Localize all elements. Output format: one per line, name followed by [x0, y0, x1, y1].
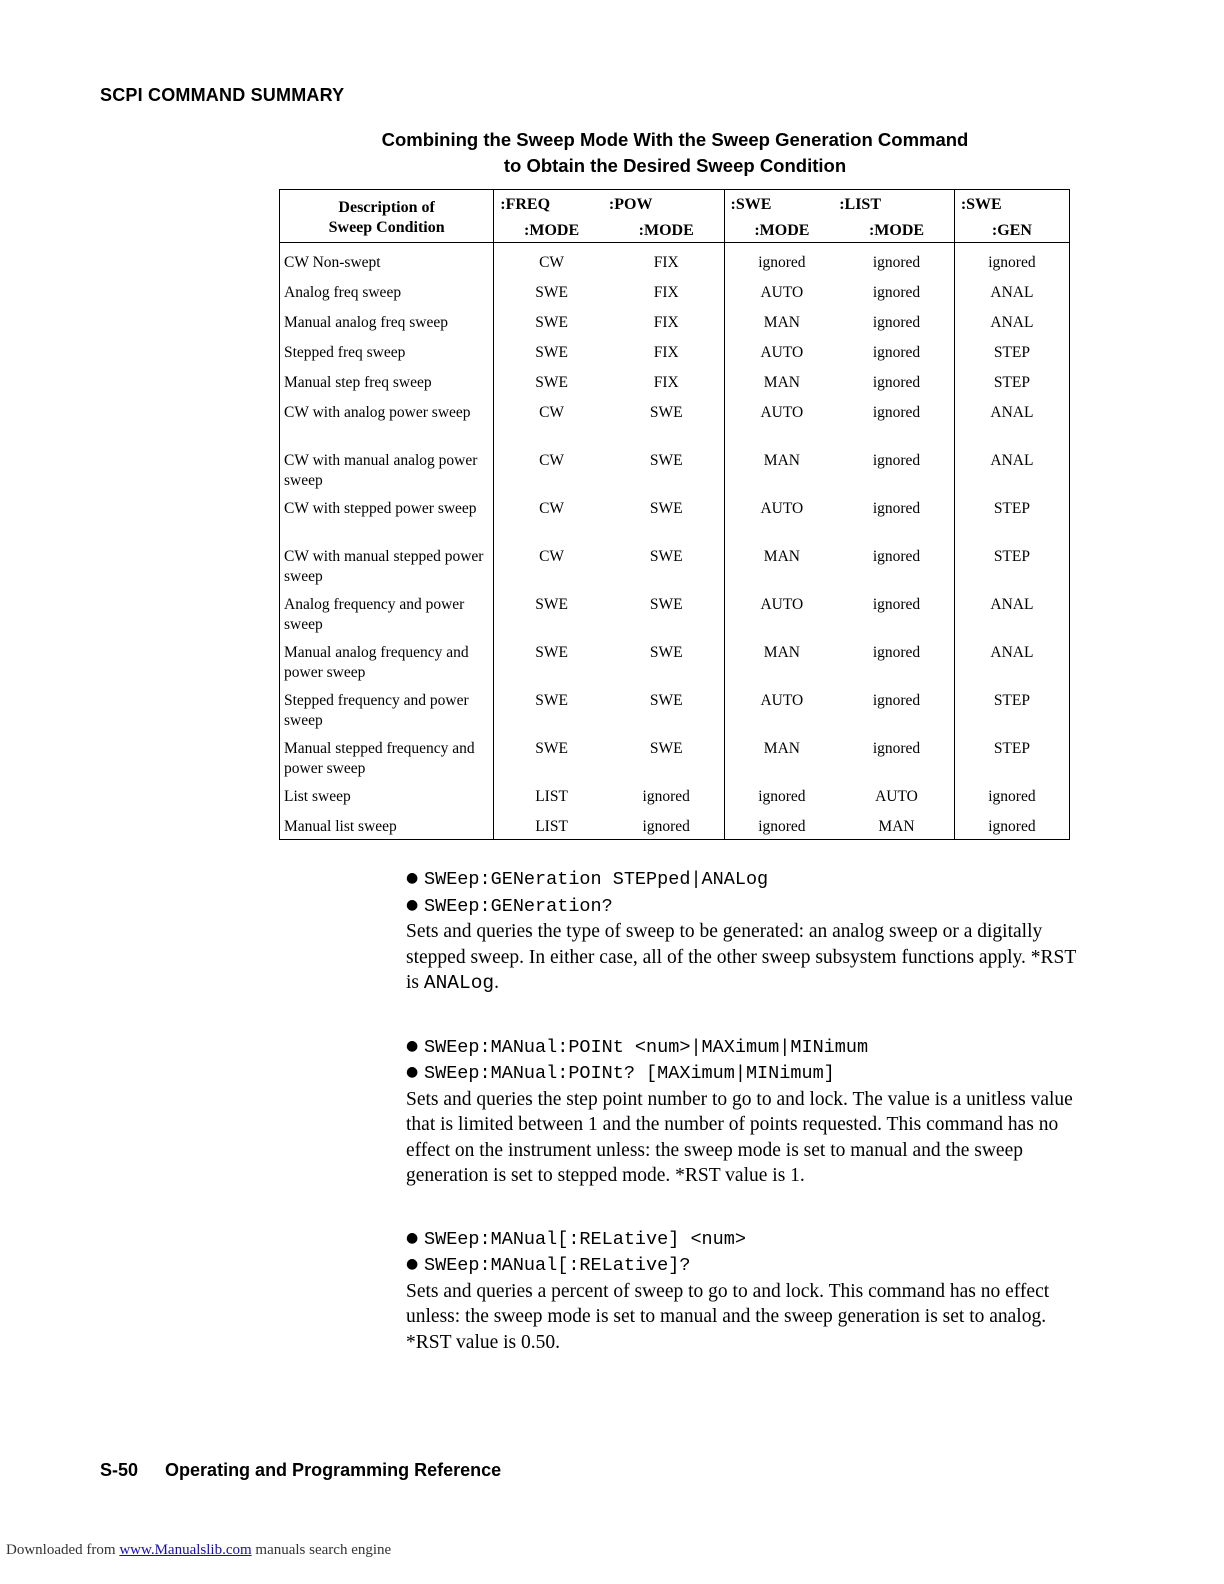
row-description: CW with manual stepped power sweep — [284, 547, 484, 585]
row-value: ignored — [872, 739, 921, 757]
command-description: Sets and queries the step point number to go to and lock. The value is a unitless value that is limited between 1 and the number of points requested. This command has no effect on the instrument unless: the sweep mode is set to manual and the sweep generation is set to stepped mode. *RST value is 1. — [406, 1088, 1073, 1186]
row-value: STEP — [954, 683, 1069, 731]
row-value: SWE — [649, 595, 683, 613]
command-entry — [406, 866, 1086, 997]
row-description: Manual list sweep — [284, 817, 397, 835]
command-syntax: ● SWEep:MANual:POINt? [MAXimum|MINimum] — [406, 1060, 1086, 1087]
row-value: MAN — [878, 817, 915, 835]
row-value: AUTO — [724, 587, 839, 635]
row-description: Manual analog freq sweep — [284, 313, 448, 331]
command-syntax: ● SWEep:GENeration? — [406, 893, 1086, 920]
row-value: ignored — [872, 691, 921, 709]
row-value: ignored — [642, 787, 690, 805]
table-row — [280, 443, 1070, 491]
row-value: ANAL — [954, 275, 1069, 305]
row-value: AUTO — [724, 335, 839, 365]
caption-line-1: Combining the Sweep Mode With the Sweep Generation Command — [381, 129, 969, 150]
table-row — [280, 683, 1070, 731]
row-value: SWE — [494, 683, 609, 731]
row-value: LIST — [494, 809, 609, 840]
row-value: ignored — [642, 817, 690, 835]
bullet-icon: ● — [406, 1037, 419, 1054]
row-value: FIX — [653, 373, 679, 391]
row-value: SWE — [494, 587, 609, 635]
row-value: CW — [494, 539, 609, 587]
bullet-icon: ● — [406, 1064, 419, 1080]
header-list-mode: :MODE — [839, 218, 954, 243]
row-value: CW — [494, 395, 609, 443]
footer-title: Operating and Programming Reference — [165, 1460, 502, 1480]
row-value: SWE — [494, 335, 609, 365]
row-value: ignored — [872, 253, 921, 271]
row-value: AUTO — [724, 491, 839, 539]
table-row — [280, 395, 1070, 443]
row-value: ANAL — [954, 395, 1069, 443]
row-value: SWE — [649, 643, 683, 661]
header-swe: :SWE — [724, 190, 839, 218]
row-value: ignored — [724, 809, 839, 840]
sweep-condition-table — [279, 189, 1070, 840]
row-value: AUTO — [724, 395, 839, 443]
row-value: ignored — [872, 595, 921, 613]
row-value: SWE — [649, 547, 683, 565]
row-value: SWE — [494, 275, 609, 305]
row-value: CW — [494, 242, 609, 275]
row-value: STEP — [954, 365, 1069, 395]
row-value: ignored — [724, 242, 839, 275]
download-notice: Downloaded from www.Manualslib.com manuals search engine — [6, 1542, 392, 1558]
table-caption — [280, 127, 1070, 179]
row-value: AUTO — [875, 787, 918, 805]
row-description: Manual analog frequency and power sweep — [284, 643, 469, 681]
row-value: STEP — [954, 731, 1069, 779]
row-description: CW Non-swept — [284, 253, 381, 271]
row-description: CW with stepped power sweep — [284, 499, 477, 517]
table-row — [280, 635, 1070, 683]
row-value: SWE — [649, 691, 683, 709]
table-body — [280, 242, 1070, 839]
table-row — [280, 587, 1070, 635]
row-description: Analog frequency and power sweep — [284, 595, 465, 633]
row-value: ignored — [872, 283, 921, 301]
row-description: Stepped freq sweep — [284, 343, 406, 361]
table-row — [280, 809, 1070, 840]
row-value: STEP — [954, 335, 1069, 365]
row-value: STEP — [954, 491, 1069, 539]
table-row — [280, 305, 1070, 335]
row-value: FIX — [653, 283, 679, 301]
header-swe-mode: :MODE — [724, 218, 839, 243]
bullet-icon: ● — [406, 1229, 419, 1246]
row-value: FIX — [653, 343, 679, 361]
header-swe-gen: :SWE — [954, 190, 1069, 218]
row-value: ignored — [954, 809, 1069, 840]
row-value: MAN — [724, 305, 839, 335]
bullet-icon: ● — [406, 896, 419, 913]
command-entry — [406, 1226, 1086, 1356]
row-value: SWE — [494, 731, 609, 779]
table-row — [280, 365, 1070, 395]
table-row — [280, 779, 1070, 809]
row-value: SWE — [494, 365, 609, 395]
row-description: CW with manual analog power sweep — [284, 451, 478, 489]
row-value: SWE — [649, 403, 683, 421]
command-descriptions — [406, 866, 1086, 1392]
command-syntax: ● SWEep:MANual[:RELative]? — [406, 1252, 1086, 1279]
header-swe-gen-mode: :GEN — [954, 218, 1069, 243]
row-value: ignored — [954, 779, 1069, 809]
header-freq: :FREQ — [494, 190, 609, 218]
row-description: Analog freq sweep — [284, 283, 402, 301]
row-value: SWE — [649, 739, 683, 757]
row-value: FIX — [653, 253, 679, 271]
row-value: CW — [494, 491, 609, 539]
table-row — [280, 242, 1070, 275]
command-syntax: ● SWEep:MANual[:RELative] <num> — [406, 1226, 1086, 1253]
row-value: ANAL — [954, 635, 1069, 683]
row-value: AUTO — [724, 275, 839, 305]
bullet-icon: ● — [406, 1256, 419, 1272]
row-description: Manual stepped frequency and power sweep — [284, 739, 475, 777]
row-value: MAN — [724, 635, 839, 683]
row-value: AUTO — [724, 683, 839, 731]
header-pow-mode: :MODE — [609, 218, 724, 243]
row-description: List sweep — [284, 787, 351, 805]
row-value: SWE — [494, 635, 609, 683]
row-value: LIST — [494, 779, 609, 809]
row-description: Manual step freq sweep — [284, 373, 432, 391]
row-value: ignored — [724, 779, 839, 809]
table-row — [280, 491, 1070, 539]
row-value: MAN — [724, 731, 839, 779]
row-description: CW with analog power sweep — [284, 403, 471, 421]
header-freq-mode: :MODE — [494, 218, 609, 243]
row-value: ANAL — [954, 443, 1069, 491]
row-value: MAN — [724, 443, 839, 491]
row-value: SWE — [494, 305, 609, 335]
row-value: SWE — [649, 499, 683, 517]
row-value: ignored — [872, 547, 921, 565]
row-value: ignored — [872, 313, 921, 331]
row-value: ignored — [872, 643, 921, 661]
row-value: MAN — [724, 365, 839, 395]
row-value: ignored — [872, 373, 921, 391]
table-row — [280, 335, 1070, 365]
row-value: ANAL — [954, 587, 1069, 635]
row-value: FIX — [653, 313, 679, 331]
bullet-icon: ● — [406, 870, 419, 886]
header-list: :LIST — [839, 196, 881, 213]
row-value: ignored — [872, 451, 921, 469]
row-value: ignored — [872, 403, 921, 421]
row-value: SWE — [649, 451, 683, 469]
table-row — [280, 275, 1070, 305]
caption-line-2: to Obtain the Desired Sweep Condition — [503, 155, 847, 176]
page-header: SCPI COMMAND SUMMARY — [100, 85, 345, 105]
manualslib-link[interactable]: www.Manualslib.com — [119, 1542, 252, 1558]
row-description: Stepped frequency and power sweep — [284, 691, 469, 729]
row-value: CW — [494, 443, 609, 491]
row-value: ANAL — [954, 305, 1069, 335]
row-value: ignored — [954, 242, 1069, 275]
row-value: ignored — [872, 343, 921, 361]
command-entry — [406, 1034, 1086, 1189]
command-description: Sets and queries the type of sweep to be generated: an analog sweep or a digitally stepped sweep. In either case, all of the other sweep subsystem functions apply. *RST is ANALog. — [406, 921, 1076, 994]
header-pow: :POW — [608, 196, 653, 213]
table-row — [280, 731, 1070, 779]
command-description: Sets and queries a percent of sweep to go to and lock. This command has no effect unless: the sweep mode is set to manual and the sweep generation is set to analog. *RST value is 0.50. — [406, 1280, 1050, 1353]
row-value: STEP — [954, 539, 1069, 587]
command-syntax: ● SWEep:MANual:POINt <num>|MAXimum|MINimum — [406, 1034, 1086, 1061]
page-footer — [100, 1460, 501, 1481]
row-value: MAN — [724, 539, 839, 587]
command-syntax: ● SWEep:GENeration STEPped|ANALog — [406, 866, 1086, 893]
page-number: S-50 — [100, 1460, 139, 1480]
header-description: Description of Sweep Condition — [280, 190, 494, 243]
row-value: ignored — [872, 499, 921, 517]
table-row — [280, 539, 1070, 587]
